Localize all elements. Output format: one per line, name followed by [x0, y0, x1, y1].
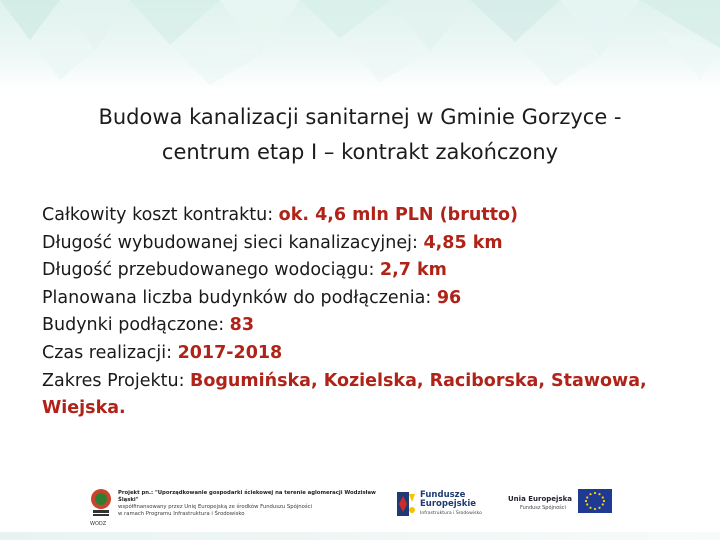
detail-value: 83: [229, 315, 255, 336]
geometric-pattern: [0, 0, 720, 92]
detail-label: Długość przebudowanego wodociągu:: [42, 260, 380, 281]
detail-value: 2017-2018: [177, 342, 283, 363]
detail-label: Zakres Projektu:: [42, 370, 191, 391]
eu-line-1: Unia Europejska: [508, 495, 572, 503]
detail-connected-buildings: [42, 312, 692, 340]
project-prefix: Projekt pn.:: [118, 490, 155, 496]
wodz-name: WODZ: [90, 521, 107, 527]
fe-line-2: Europejskie: [420, 499, 477, 509]
detail-planned-buildings: [42, 285, 692, 313]
detail-value: 4,85 km: [423, 232, 503, 253]
detail-value: 96: [436, 287, 462, 308]
detail-label: Budynki podłączone:: [42, 315, 230, 336]
detail-value: ok. 4,6 mln PLN (brutto): [278, 205, 519, 225]
detail-sewer-length: [42, 230, 692, 258]
detail-project-scope: [42, 368, 692, 423]
slide-title-line-2: centrum etap I – kontrakt zakończony: [161, 140, 559, 164]
eu-text: [508, 495, 572, 511]
detail-label: Planowana liczba budynków do podłączenia:: [42, 287, 437, 308]
detail-total-cost: [42, 202, 692, 230]
project-line-3: w ramach Programu Infrastruktura i Środowisko: [118, 511, 245, 517]
detail-label: Długość wybudowanej sieci kanalizacyjnej:: [42, 232, 424, 253]
wodz-logo-icon: [88, 488, 114, 520]
eu-line-2: Fundusz Spójności: [520, 505, 566, 511]
detail-value: Bogumińska, Kozielska, Raciborska, Stawowa, Wiejska.: [42, 370, 647, 419]
eu-flag-icon: [578, 489, 612, 513]
project-info-text: [118, 490, 378, 518]
fundusze-europejskie-logo-icon: [395, 490, 417, 518]
detail-water-main-length: [42, 257, 692, 285]
decorative-header-band: [0, 0, 720, 92]
detail-value: 2,7 km: [379, 260, 447, 281]
project-details: [42, 202, 692, 423]
detail-label: Czas realizacji:: [42, 342, 178, 363]
fe-line-1: Fundusze: [420, 490, 466, 500]
fundusze-europejskie-text: [420, 491, 482, 516]
footer-strip: [0, 532, 720, 540]
slide-title-line-1: Budowa kanalizacji sanitarnej w Gminie Gorzyce -: [98, 105, 622, 129]
fe-line-3: Infrastruktura i Środowisko: [420, 511, 482, 516]
slide-title: [60, 100, 660, 170]
project-line-2: współfinansowany przez Unię Europejską ze środków Funduszu Spójności: [118, 504, 313, 510]
detail-label: Całkowity koszt kontraktu:: [42, 205, 279, 225]
project-name: "Uporządkowanie gospodarki ściekowej na terenie aglomeracji Wodzisław Śląski": [118, 490, 376, 503]
detail-duration: [42, 340, 692, 368]
